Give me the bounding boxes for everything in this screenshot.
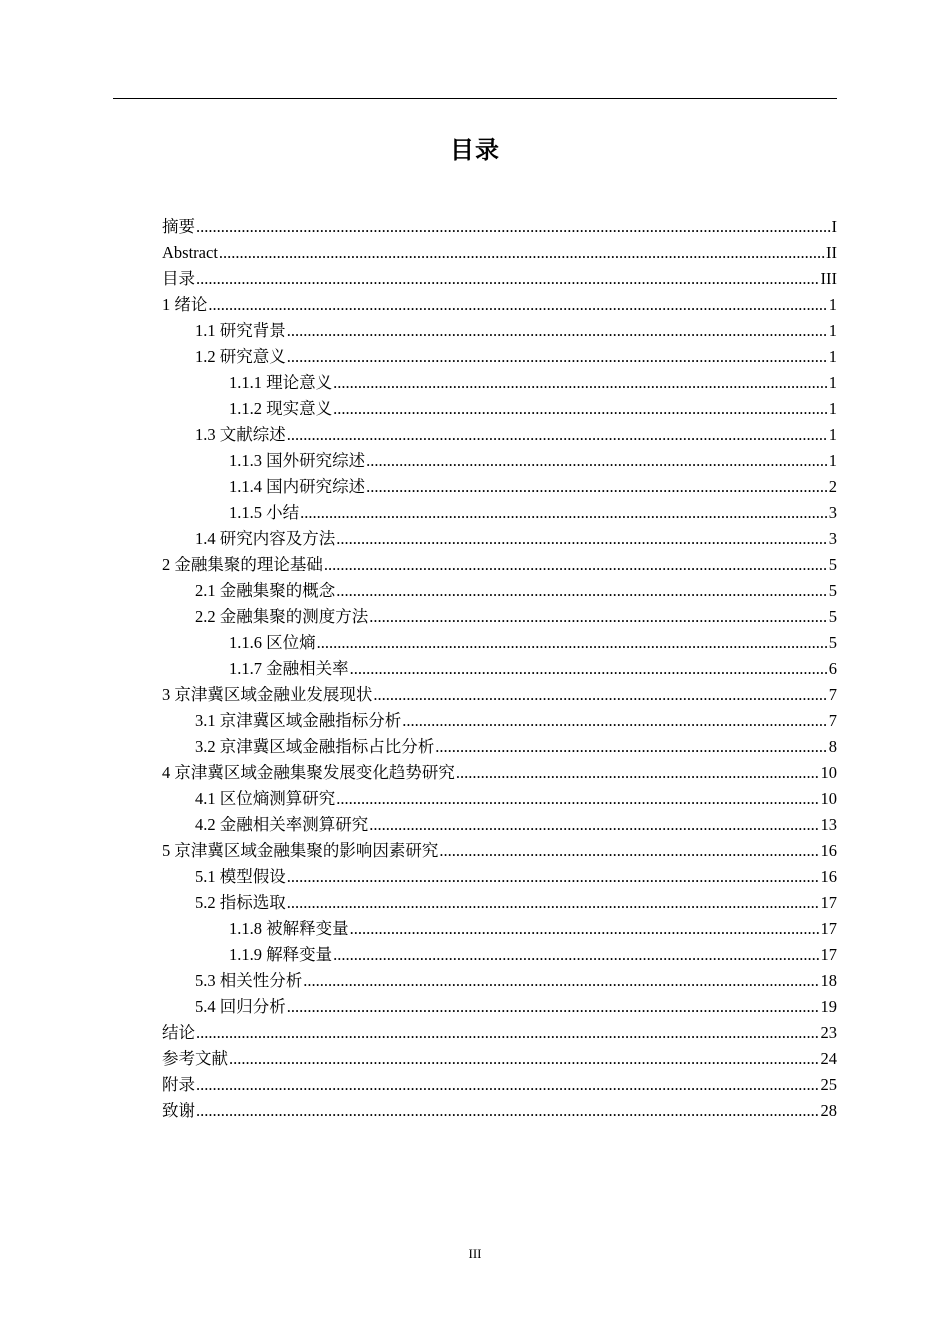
toc-entry-page: 25: [820, 1075, 837, 1094]
toc-entry[interactable]: [162, 266, 837, 292]
toc-entry-title: 1.1.9 解释变量: [229, 945, 333, 964]
toc-entry[interactable]: [162, 656, 837, 682]
toc-entry-title: 1.4 研究内容及方法: [195, 529, 336, 548]
toc-entry-title: 1.1.4 国内研究综述: [229, 477, 366, 496]
toc-entry[interactable]: [162, 1046, 837, 1072]
toc-entry-title: 5.3 相关性分析: [195, 971, 303, 990]
toc-entry-title: 5.2 指标选取: [195, 893, 286, 912]
toc-dot-leader: [324, 552, 828, 578]
toc-entry-title: 5.1 模型假设: [195, 867, 286, 886]
toc-entry-title: 5 京津冀区域金融集聚的影响因素研究: [162, 841, 439, 860]
toc-entry-page: 17: [820, 945, 837, 964]
toc-entry[interactable]: [162, 864, 837, 890]
toc-dot-leader: [333, 942, 819, 968]
toc-entry[interactable]: [162, 708, 837, 734]
toc-entry[interactable]: [162, 526, 837, 552]
toc-entry[interactable]: [162, 344, 837, 370]
toc-entry-title: 3.1 京津冀区域金融指标分析: [195, 711, 402, 730]
toc-entry[interactable]: [162, 500, 837, 526]
toc-entry-page: I: [831, 217, 837, 236]
toc-entry-title: 结论: [162, 1023, 195, 1042]
toc-entry-page: II: [826, 243, 837, 262]
toc-dot-leader: [333, 396, 828, 422]
toc-entry-page: 1: [828, 321, 837, 340]
page-title: 目录: [450, 136, 500, 164]
page-number: III: [468, 1246, 482, 1261]
toc-entry-title: 摘要: [162, 217, 195, 236]
toc-entry-page: 1: [828, 451, 837, 470]
toc-dot-leader: [439, 838, 819, 864]
toc-dot-leader: [196, 266, 820, 292]
toc-entry-page: 17: [820, 893, 837, 912]
toc-dot-leader: [300, 500, 828, 526]
toc-entry[interactable]: [162, 292, 837, 318]
toc-entry-page: 3: [828, 529, 837, 548]
toc-entry-page: 19: [820, 997, 837, 1016]
toc-entry-page: 5: [828, 555, 837, 574]
toc-dot-leader: [435, 734, 828, 760]
toc-entry[interactable]: [162, 890, 837, 916]
toc-entry[interactable]: [162, 812, 837, 838]
toc-entry-title: 4.2 金融相关率测算研究: [195, 815, 369, 834]
toc-dot-leader: [287, 344, 828, 370]
toc-entry-title: 1 绪论: [162, 295, 208, 314]
toc-entry-page: III: [820, 269, 837, 288]
toc-entry-page: 1: [828, 295, 837, 314]
toc-dot-leader: [369, 812, 819, 838]
toc-dot-leader: [317, 630, 828, 656]
toc-entry-page: 24: [820, 1049, 837, 1068]
toc-entry-page: 5: [828, 607, 837, 626]
toc-dot-leader: [336, 526, 828, 552]
toc-entry[interactable]: [162, 786, 837, 812]
toc-entry-page: 1: [828, 425, 837, 444]
toc-entry-title: 1.2 研究意义: [195, 347, 286, 366]
toc-entry[interactable]: [162, 1072, 837, 1098]
toc-entry[interactable]: [162, 682, 837, 708]
toc-entry[interactable]: [162, 448, 837, 474]
toc-dot-leader: [366, 474, 828, 500]
toc-entry-page: 5: [828, 581, 837, 600]
toc-entry-page: 18: [820, 971, 837, 990]
toc-entry-page: 13: [820, 815, 837, 834]
toc-entry-title: 1.1 研究背景: [195, 321, 286, 340]
toc-dot-leader: [350, 656, 828, 682]
toc-entry-title: 1.1.2 现实意义: [229, 399, 333, 418]
toc-entry-title: 1.1.3 国外研究综述: [229, 451, 366, 470]
toc-entry-page: 16: [820, 841, 837, 860]
table-of-contents: [162, 214, 837, 1124]
toc-entry-title: 4 京津冀区域金融集聚发展变化趋势研究: [162, 763, 455, 782]
toc-entry[interactable]: [162, 422, 837, 448]
toc-dot-leader: [333, 370, 828, 396]
toc-entry-title: 1.1.1 理论意义: [229, 373, 333, 392]
toc-dot-leader: [196, 214, 831, 240]
toc-dot-leader: [402, 708, 828, 734]
toc-entry-page: 1: [828, 347, 837, 366]
toc-dot-leader: [456, 760, 820, 786]
toc-dot-leader: [287, 318, 828, 344]
toc-entry[interactable]: [162, 1098, 837, 1124]
toc-entry-page: 7: [828, 711, 837, 730]
header-rule: [113, 98, 837, 99]
toc-entry-title: 3 京津冀区域金融业发展现状: [162, 685, 373, 704]
toc-entry-page: 3: [828, 503, 837, 522]
toc-entry-title: 4.1 区位熵测算研究: [195, 789, 336, 808]
toc-entry-page: 16: [820, 867, 837, 886]
toc-entry-page: 6: [828, 659, 837, 678]
toc-entry[interactable]: [162, 916, 837, 942]
toc-entry-page: 23: [820, 1023, 837, 1042]
toc-entry-title: 3.2 京津冀区域金融指标占比分析: [195, 737, 435, 756]
toc-entry-page: 5: [828, 633, 837, 652]
toc-entry-page: 2: [828, 477, 837, 496]
toc-entry[interactable]: [162, 396, 837, 422]
toc-entry-title: 附录: [162, 1075, 195, 1094]
toc-entry-page: 1: [828, 399, 837, 418]
toc-entry-title: 1.1.8 被解释变量: [229, 919, 349, 938]
toc-dot-leader: [336, 578, 828, 604]
toc-dot-leader: [287, 994, 820, 1020]
toc-entry[interactable]: [162, 838, 837, 864]
toc-dot-leader: [369, 604, 828, 630]
toc-entry-page: 28: [820, 1101, 837, 1120]
toc-entry-title: 1.1.5 小结: [229, 503, 300, 522]
toc-dot-leader: [196, 1072, 820, 1098]
toc-entry-page: 10: [820, 789, 837, 808]
toc-entry[interactable]: [162, 734, 837, 760]
toc-entry-title: 目录: [162, 269, 195, 288]
toc-entry-title: Abstract: [162, 243, 218, 262]
toc-entry[interactable]: [162, 370, 837, 396]
toc-entry-title: 2.2 金融集聚的测度方法: [195, 607, 369, 626]
toc-entry[interactable]: [162, 760, 837, 786]
toc-entry[interactable]: [162, 318, 837, 344]
toc-entry[interactable]: [162, 604, 837, 630]
toc-entry-title: 2.1 金融集聚的概念: [195, 581, 336, 600]
toc-entry-title: 致谢: [162, 1101, 195, 1120]
toc-entry-page: 7: [828, 685, 837, 704]
toc-dot-leader: [303, 968, 819, 994]
toc-dot-leader: [373, 682, 827, 708]
toc-dot-leader: [287, 890, 820, 916]
toc-entry[interactable]: [162, 630, 837, 656]
toc-entry-title: 参考文献: [162, 1049, 228, 1068]
toc-entry[interactable]: [162, 994, 837, 1020]
toc-entry[interactable]: [162, 968, 837, 994]
toc-entry-title: 5.4 回归分析: [195, 997, 286, 1016]
toc-entry-title: 1.3 文献综述: [195, 425, 286, 444]
toc-dot-leader: [229, 1046, 820, 1072]
toc-entry[interactable]: [162, 552, 837, 578]
toc-dot-leader: [196, 1020, 820, 1046]
toc-entry[interactable]: [162, 240, 837, 266]
toc-entry-title: 1.1.6 区位熵: [229, 633, 316, 652]
toc-entry-page: 8: [828, 737, 837, 756]
toc-entry[interactable]: [162, 942, 837, 968]
toc-entry-page: 10: [820, 763, 837, 782]
toc-dot-leader: [366, 448, 828, 474]
toc-dot-leader: [287, 422, 828, 448]
toc-entry[interactable]: [162, 1020, 837, 1046]
toc-entry-title: 2 金融集聚的理论基础: [162, 555, 323, 574]
toc-dot-leader: [350, 916, 820, 942]
toc-entry-title: 1.1.7 金融相关率: [229, 659, 349, 678]
toc-entry-page: 1: [828, 373, 837, 392]
toc-entry[interactable]: [162, 474, 837, 500]
toc-entry[interactable]: [162, 578, 837, 604]
toc-entry[interactable]: [162, 214, 837, 240]
toc-dot-leader: [287, 864, 820, 890]
toc-entry-page: 17: [820, 919, 837, 938]
toc-dot-leader: [208, 292, 827, 318]
toc-dot-leader: [196, 1098, 820, 1124]
toc-dot-leader: [336, 786, 819, 812]
toc-dot-leader: [219, 240, 825, 266]
